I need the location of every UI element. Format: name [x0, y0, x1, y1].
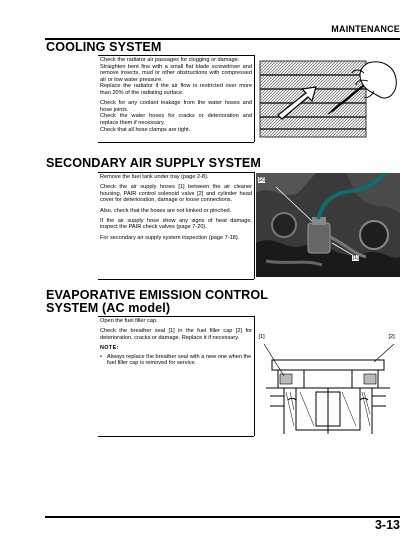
cooling-paragraph: Replace the radiator if the air flow is restricted over more than 20% of the radiating surface. [100, 83, 252, 96]
footer-rule [45, 516, 400, 518]
cooling-paragraph: Check for any coolant leakage from the water hoses and hose joints. [100, 100, 252, 113]
callout-label: [1] [352, 255, 359, 261]
bullet-icon: • [100, 353, 102, 360]
cooling-paragraph: Check that all hose clamps are tight. [100, 126, 191, 133]
secondary-air-paragraph: Also, check that the hoses are not kinked or pinched. [100, 207, 232, 214]
note-label: NOTE: [100, 344, 119, 351]
secondary-air-text-bottom-rule [98, 279, 254, 280]
header-section-label: MAINTENANCE [331, 24, 400, 34]
callout-label: [1] [258, 334, 265, 340]
note-text: Always replace the breather seal with a new one when the fuel filler cap is removed for service. [107, 353, 252, 367]
evap-paragraph: Open the fuel filler cap. [100, 318, 158, 324]
secondary-air-paragraph: For secondary air supply system inspection (page 7-18). [100, 234, 240, 241]
cooling-column-divider [254, 55, 255, 142]
cooling-text-top-rule [98, 55, 254, 56]
cooling-system-title: COOLING SYSTEM [46, 40, 162, 54]
callout-label: [2] [388, 334, 395, 340]
callout-label: [2] [258, 177, 265, 183]
cooling-paragraph: Straighten bent fins with a small flat blade screwdriver and remove insects, mud or other obstructions with compressed air or low water pressure. [100, 63, 252, 83]
note-item [100, 354, 252, 367]
pair-system-photo [256, 173, 400, 277]
secondary-air-text-top-rule [98, 172, 254, 173]
secondary-air-text [100, 174, 252, 245]
radiator-fin-illustration [256, 57, 400, 141]
page-number: 3-13 [374, 518, 400, 532]
evap-paragraph: Check the breather seal [1] in the fuel filler cap [2] for deterioration, cracks or damage. Replace it if necessary. [100, 328, 252, 341]
cooling-paragraph: Check the water hoses for cracks or deterioration and replace them if necessary. [100, 113, 252, 126]
cooling-text-bottom-rule [98, 142, 254, 143]
secondary-air-paragraph: Remove the fuel tank under tray (page 2-8). [100, 174, 209, 180]
secondary-air-paragraph: Check the air supply hoses [1] between the air cleaner housing, PAIR control solenoid valve [2] and cylinder head cover for deterioration, damage or loose connections. [100, 184, 252, 204]
evap-text-bottom-rule [98, 436, 254, 437]
fuel-filler-cap-diagram [256, 330, 400, 436]
cooling-text [100, 57, 252, 137]
evap-text [100, 318, 252, 367]
evap-title-line-2: SYSTEM (AC model) [46, 301, 171, 315]
secondary-air-paragraph: If the air supply hose show any signs of heat damage, inspect the PAIR check valves (page 7-20). [100, 217, 252, 231]
evap-column-divider [254, 316, 255, 436]
evap-text-top-rule [98, 316, 254, 317]
secondary-air-title: SECONDARY AIR SUPPLY SYSTEM [46, 156, 261, 170]
cooling-paragraph: Check the radiator air passages for clogging or damage. [100, 57, 240, 63]
evap-title-line-1: EVAPORATIVE EMISSION CONTROL [46, 288, 269, 302]
secondary-air-column-divider [254, 172, 255, 279]
